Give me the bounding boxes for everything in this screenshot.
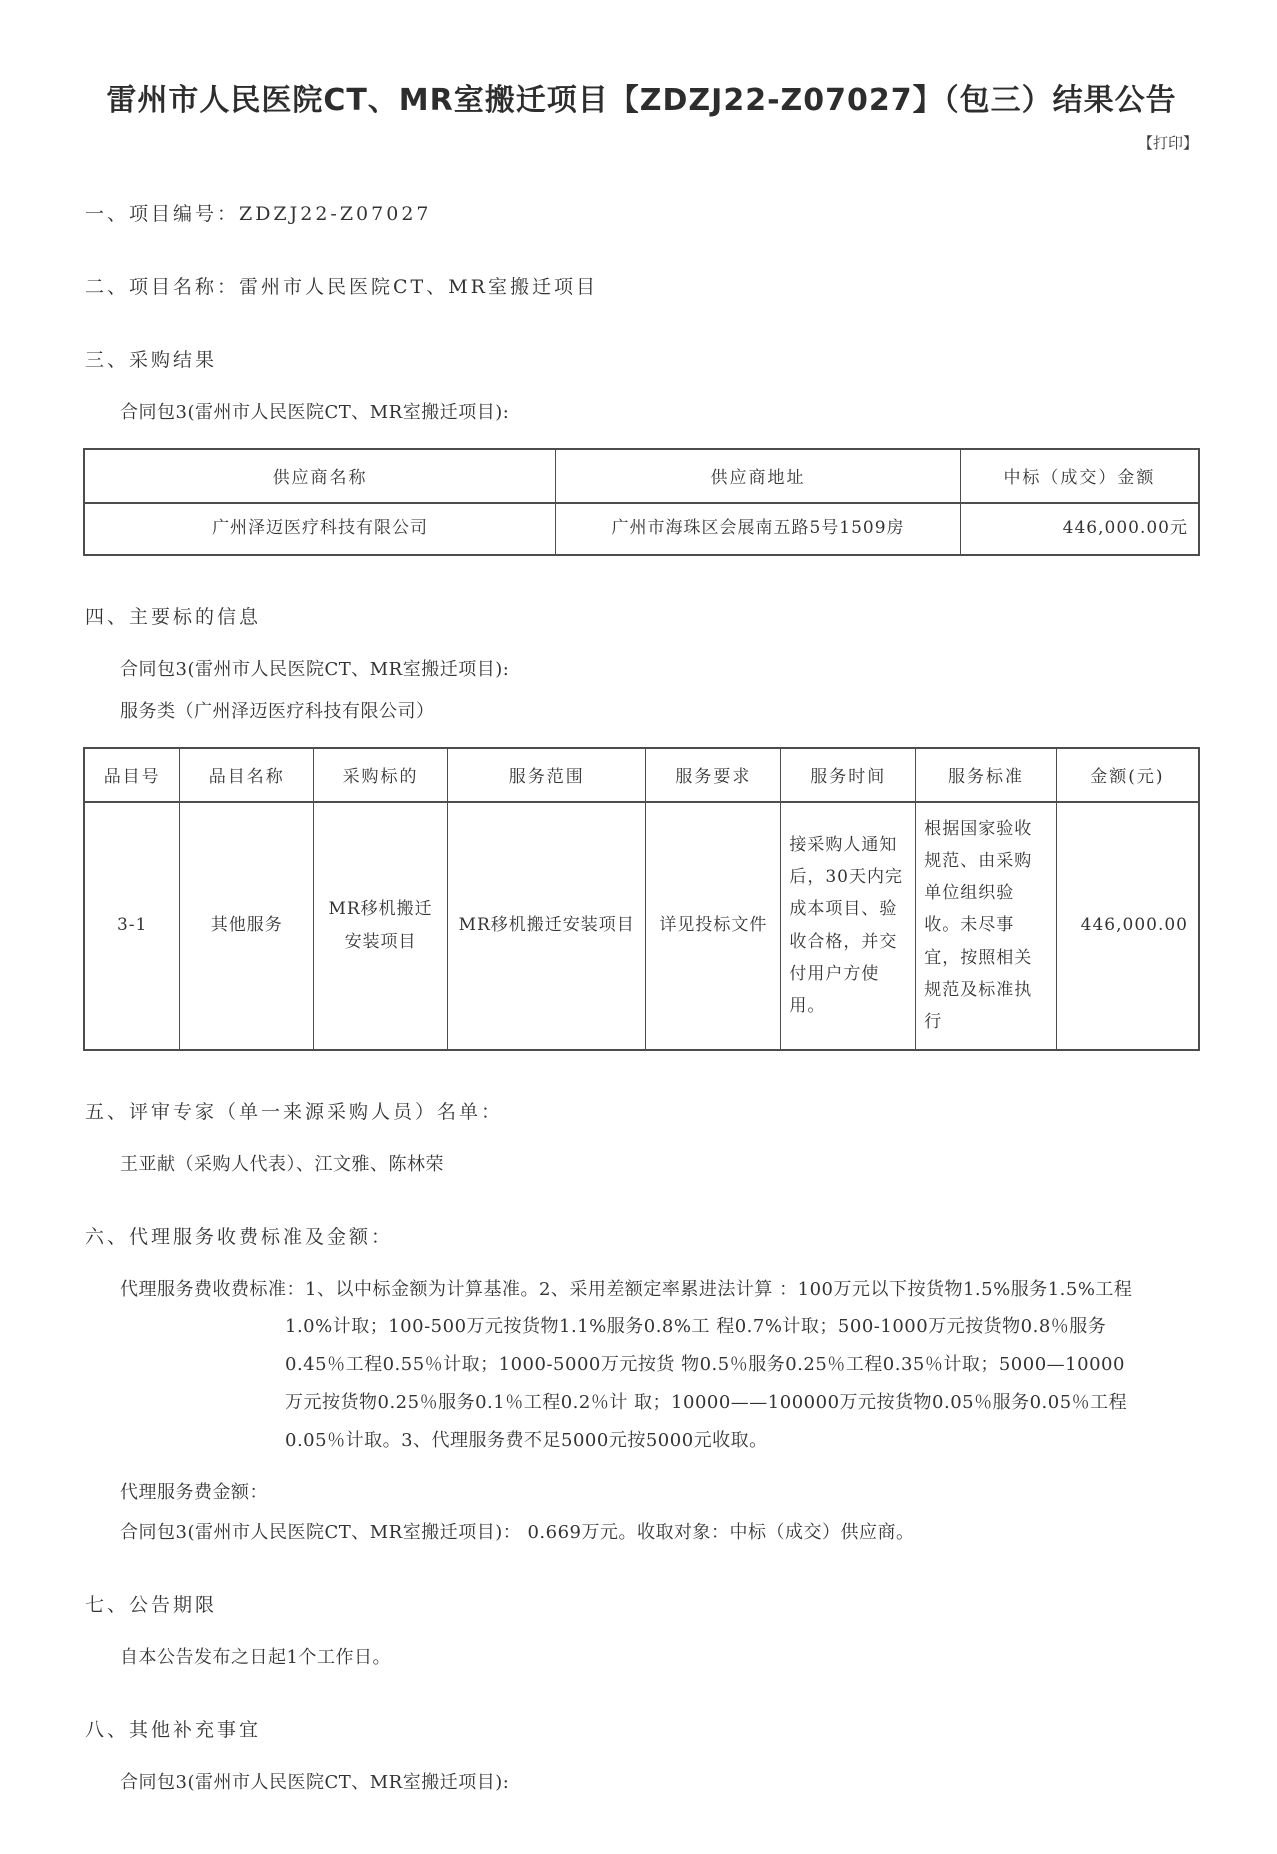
heading-announcement-period: 七、公告期限 (85, 1593, 218, 1616)
col-supplier-name: 供应商名称 (84, 449, 556, 503)
col-service-requirement: 服务要求 (646, 748, 781, 802)
section-other-matters (83, 1715, 1200, 1794)
section-announcement-period (83, 1590, 1200, 1669)
cell-supplier-name: 广州泽迈医疗科技有限公司 (84, 503, 556, 555)
cell-service-standard: 根据国家验收规范、由采购单位组织验收。未尽事宜，按照相关规范及标准执行 (916, 802, 1056, 1050)
cell-service-requirement: 详见投标文件 (646, 802, 781, 1050)
expert-names: 王亚献（采购人代表）、江文雅、陈林荣 (120, 1153, 444, 1175)
cell-item-number: 3-1 (84, 802, 180, 1050)
announcement-period-content: 自本公告发布之日起1个工作日。 (120, 1646, 391, 1668)
section-review-experts (83, 1097, 1200, 1176)
col-service-time: 服务时间 (781, 748, 916, 802)
col-item-name: 品目名称 (180, 748, 314, 802)
package-line-other-matters: 合同包3(雷州市人民医院CT、MR室搬迁项目): (120, 1771, 510, 1793)
heading-project-name: 二、项目名称：雷州市人民医院CT、MR室搬迁项目 (85, 275, 598, 298)
section-main-subject-info (83, 602, 1200, 1051)
agency-fee-standard: 代理服务费收费标准：1、以中标金额为计算基准。2、采用差额定率累进法计算 ：100万元以下按货物1.5%服务1.5%工程1.0%计取；100-500万元按货物1.1%服务0.8%工 程0.7%计取；500-1000万元按货物0.8％服务0.45％工程0.55％计取；1000-5000万元按货 物0.5％服务0.25％工程0.35％计取；5000—10000万元按货物0.25％服务0.1％工程0.2％计 取；10000——100000万元按货物0.05％服务0.05％工程0.05％计取。3、代理服务费不足5000元按5000元收取。 (120, 1278, 1133, 1451)
cell-supplier-address: 广州市海珠区会展南五路5号1509房 (556, 503, 961, 555)
supplier-table (83, 448, 1200, 556)
col-award-amount: 中标（成交）金额 (960, 449, 1199, 503)
section-project-number (83, 199, 1200, 226)
supplier-table-row (84, 503, 1199, 555)
cell-award-amount: 446,000.00元 (960, 503, 1199, 555)
col-amount: 金额(元) (1056, 748, 1199, 802)
agency-fee-amount-label: 代理服务费金额： (120, 1481, 268, 1503)
subject-table-row (84, 802, 1199, 1050)
package-line-result: 合同包3(雷州市人民医院CT、MR室搬迁项目): (120, 401, 510, 423)
supplier-table-header-row (84, 449, 1199, 503)
heading-main-subject-info: 四、主要标的信息 (85, 605, 262, 628)
cell-service-time: 接采购人通知后，30天内完成本项目、验收合格，并交付用户方使用。 (781, 802, 916, 1050)
service-category-line: 服务类（广州泽迈医疗科技有限公司） (120, 700, 435, 722)
cell-service-scope: MR移机搬迁安装项目 (447, 802, 645, 1050)
subject-table-header-row (84, 748, 1199, 802)
heading-project-number: 一、项目编号：ZDZJ22-Z07027 (85, 202, 432, 225)
cell-item-name: 其他服务 (180, 802, 314, 1050)
print-button[interactable]: 【打印】 (1137, 133, 1198, 152)
section-agency-fee (83, 1222, 1200, 1544)
heading-other-matters: 八、其他补充事宜 (85, 1718, 262, 1741)
cell-procurement-subject: MR移机搬迁安装项目 (314, 802, 448, 1050)
section-project-name (83, 272, 1200, 299)
col-procurement-subject: 采购标的 (314, 748, 448, 802)
col-item-number: 品目号 (84, 748, 180, 802)
heading-procurement-result: 三、采购结果 (85, 348, 218, 371)
print-row (83, 132, 1198, 153)
col-service-scope: 服务范围 (447, 748, 645, 802)
subject-info-table (83, 747, 1200, 1051)
heading-agency-fee: 六、代理服务收费标准及金额： (85, 1225, 394, 1248)
col-supplier-address: 供应商地址 (556, 449, 961, 503)
col-service-standard: 服务标准 (916, 748, 1056, 802)
cell-amount: 446,000.00 (1056, 802, 1199, 1050)
agency-fee-amount-line: 合同包3(雷州市人民医院CT、MR室搬迁项目)： 0.669万元。收取对象：中标（成交）供应商。 (120, 1521, 915, 1543)
section-procurement-result (83, 345, 1200, 556)
page-title: 雷州市人民医院CT、MR室搬迁项目【ZDZJ22-Z07027】（包三）结果公告 (106, 83, 1177, 118)
heading-review-experts: 五、评审专家（单一来源采购人员）名单： (85, 1100, 504, 1123)
package-line-subject: 合同包3(雷州市人民医院CT、MR室搬迁项目): (120, 658, 510, 680)
